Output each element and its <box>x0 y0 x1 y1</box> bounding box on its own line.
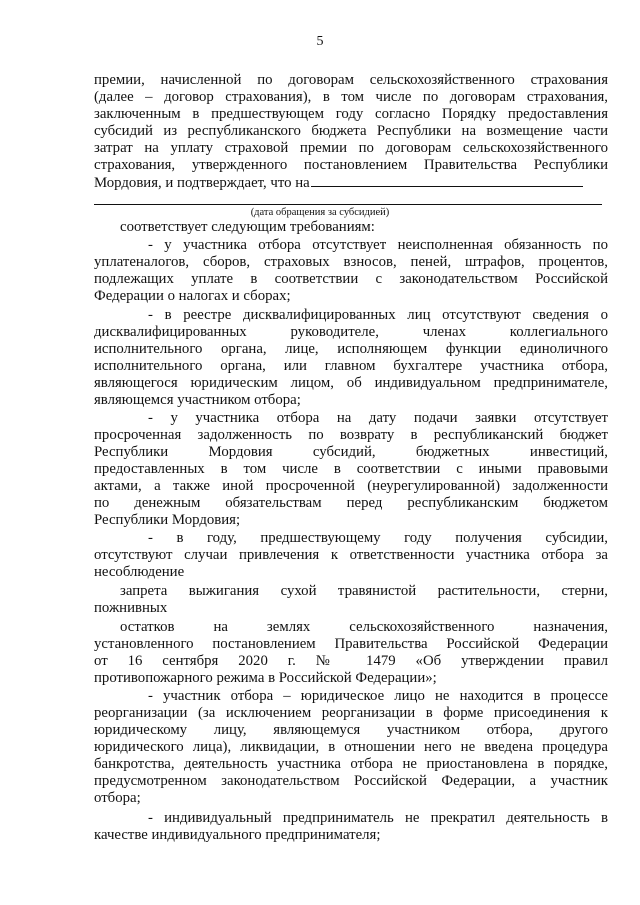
text-line: несоблюдение <box>94 564 185 580</box>
date-rule <box>94 204 602 205</box>
text-line: заключенным в предшествующем году согласно Порядку предоставления <box>94 106 608 122</box>
text-line: банкротства, деятельность участника отбора не приостановлена в порядке, <box>94 756 608 772</box>
text-line: по денежным обязательствам перед республиканским бюджетом <box>94 495 608 511</box>
text-line: затрат на уплату страховой премии по договорам сельскохозяйственного <box>94 140 608 156</box>
text-line: установленного постановлением Правительства Российской Федерации <box>94 636 608 652</box>
text-line: уплатеналогов, сборов, страховых взносов, пеней, штрафов, процентов, <box>94 254 608 270</box>
text-line: - у участника отбора отсутствует неисполненная обязанность по <box>148 237 608 253</box>
text-line: - у участника отбора на дату подачи заявки отсутствует <box>148 410 608 426</box>
text-line: исполнительного органа, или главном бухгалтере участника отбора, <box>94 358 608 374</box>
text-line: актами, а также иной просроченной (неурегулированной) задолженности <box>94 478 608 494</box>
text-line: премии, начисленной по договорам сельскохозяйственного страхования <box>94 72 608 88</box>
text-line: остатков на землях сельскохозяйственного назначения, <box>120 619 608 635</box>
text-line: просроченная задолженность по возврату в республиканский бюджет <box>94 427 608 443</box>
page-number: 5 <box>316 34 324 49</box>
text-line: - в реестре дисквалифицированных лиц отсутствуют сведения о <box>148 307 608 323</box>
requirements-intro: соответствует следующим требованиям: <box>120 219 375 235</box>
text-line: (далее – договор страхования), в том числе по договорам страхования, <box>94 89 608 105</box>
text-line: исполнительного органа, лице, исполняющем функции единоличного <box>94 341 608 357</box>
text-line: реорганизации (за исключением реорганизации в форме присоединения к <box>94 705 608 721</box>
text-line: подлежащих уплате в соответствии с законодательством Российской <box>94 271 608 287</box>
text-line: являющемся участником отбора; <box>94 392 301 408</box>
text-line: - участник отбора – юридическое лицо не находится в процессе <box>148 688 608 704</box>
date-fill-line <box>311 174 583 187</box>
text-line: запрета выжигания сухой травянистой растительности, стерни, <box>120 583 608 599</box>
text-line: предоставленных в том числе в соответствии с иными правовыми <box>94 461 608 477</box>
text-line-with-blank <box>94 174 608 192</box>
text-line: являющегося юридическим лицом, об индивидуальном предпринимателе, <box>94 375 608 391</box>
date-caption: (дата обращения за субсидией) <box>250 207 390 218</box>
text-line: юридического лица), ликвидации, в отношении него не введена процедура <box>94 739 608 755</box>
text-line: страхования, утвержденного постановлением Правительства Республики <box>94 157 608 173</box>
text-line: от 16 сентября 2020 г. № 1479 «Об утверждении правил <box>94 653 608 669</box>
text-line: юридическому лицу, являющемуся участником отбора, другого <box>94 722 608 738</box>
text-line: отбора; <box>94 790 141 806</box>
text-line: Мордовия, и подтверждает, что на <box>94 175 310 191</box>
text-line: пожнивных <box>94 600 168 616</box>
text-line: Республики Мордовия; <box>94 512 241 528</box>
text-line: дисквалифицированных руководителе, членах коллегиального <box>94 324 608 340</box>
text-line: отсутствуют случаи привлечения к ответственности участника отбора за <box>94 547 608 563</box>
text-line: качестве индивидуального предпринимателя; <box>94 827 381 843</box>
text-line: Федерации о налогах и сборах; <box>94 288 291 304</box>
text-line: Республики Мордовия субсидий, бюджетных инвестиций, <box>94 444 608 460</box>
text-line: противопожарного режима в Российской Федерации»; <box>94 670 437 686</box>
text-line: предусмотренном законодательством Российской Федерации, а участник <box>94 773 608 789</box>
text-line: - в году, предшествующему году получения субсидии, <box>148 530 608 546</box>
text-line: - индивидуальный предприниматель не прекратил деятельность в <box>148 810 608 826</box>
text-line: субсидий из республиканского бюджета Республики на возмещение части <box>94 123 608 139</box>
